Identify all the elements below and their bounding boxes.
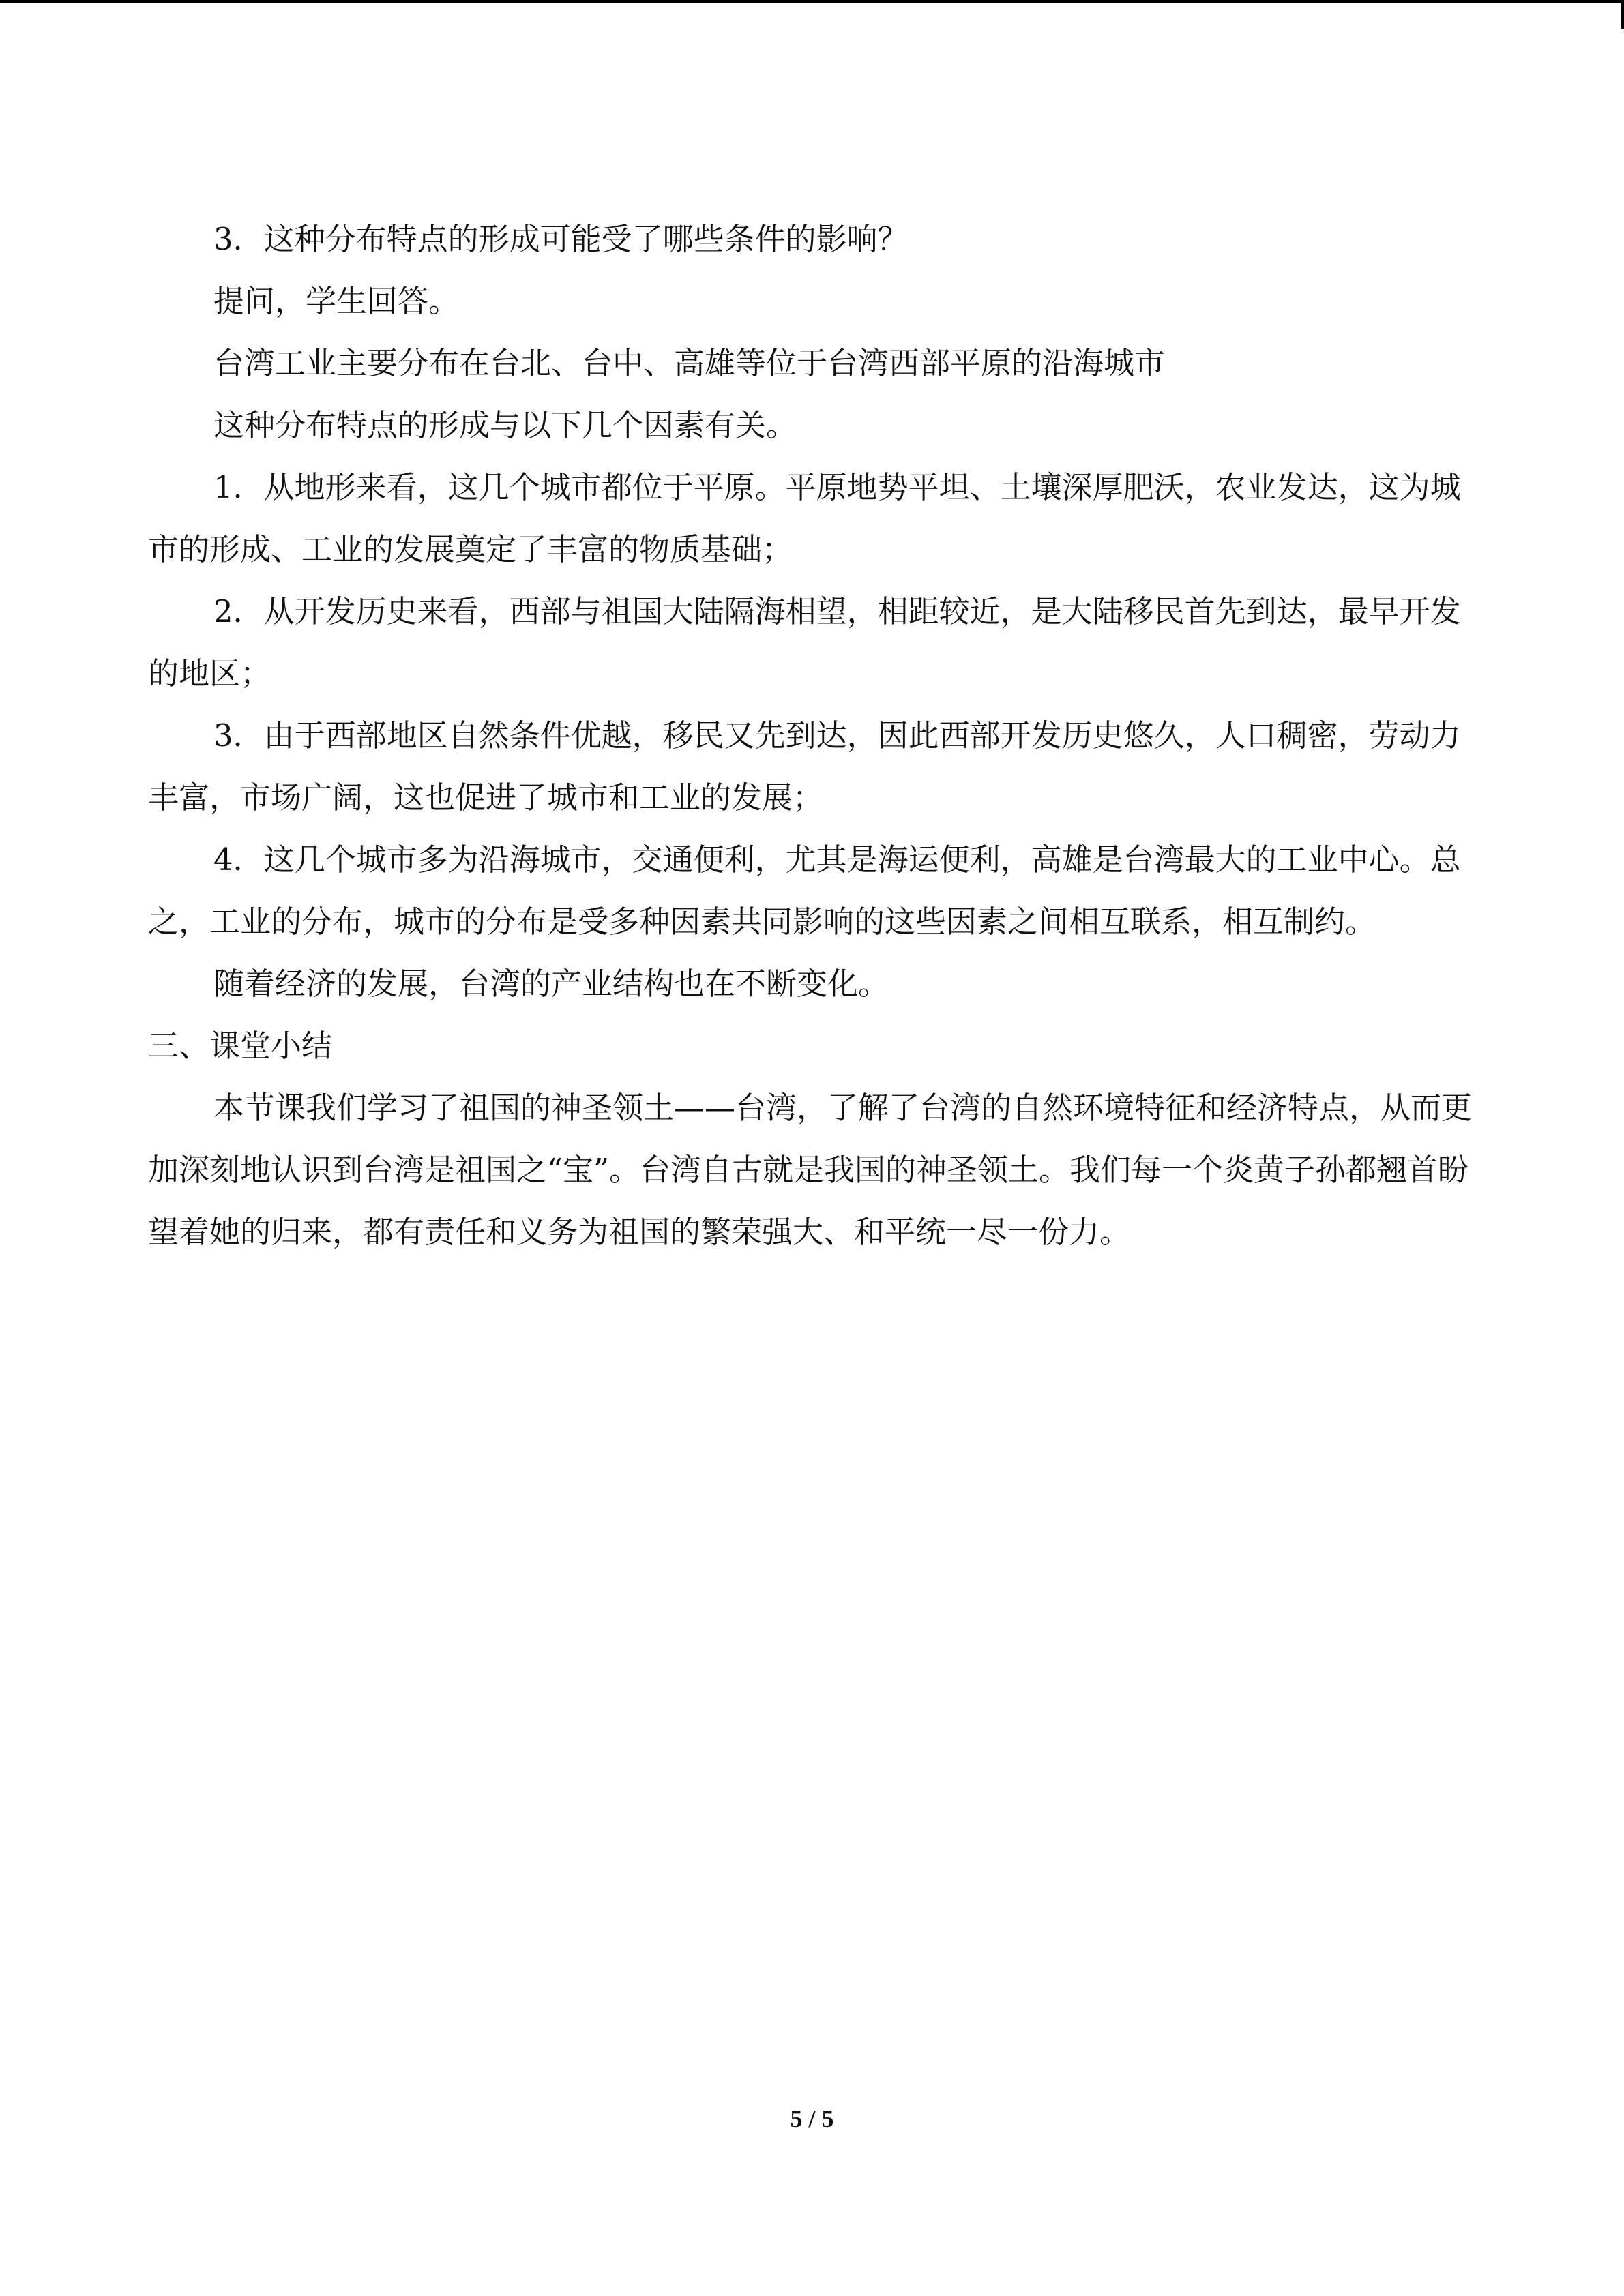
teaching-step: 提问，学生回答。 <box>213 283 460 319</box>
factor-3: 3．由于西部地区自然条件优越，移民又先到达，因此西部开发历史悠久，人口稠密，劳动力丰富，市场广阔，这也促进了城市和工业的发展； <box>148 717 1461 816</box>
lesson-summary: 本节课我们学习了祖国的神圣领土——台湾，了解了台湾的自然环境特征和经济特点，从而更加深刻地认识到台湾是祖国之“宝”。台湾自古就是我国的神圣领土。我们每一个炎黄子孙都翘首盼望着她的归来，都有责任和义务为祖国的繁荣强大、和平统一尽一份力。 <box>148 1090 1473 1250</box>
section-heading: 三、课堂小结 <box>148 1028 333 1064</box>
page-number: 5 / 5 <box>790 2105 834 2132</box>
factors-intro: 这种分布特点的形成与以下几个因素有关。 <box>213 407 797 443</box>
factor-4: 4．这几个城市多为沿海城市，交通便利，尤其是海运便利，高雄是台湾最大的工业中心。总之，工业的分布，城市的分布是受多种因素共同影响的这些因素之间相互联系，相互制约。 <box>148 841 1461 940</box>
document-body <box>148 208 1478 1263</box>
factor-2: 2．从开发历史来看，西部与祖国大陆隔海相望，相距较近，是大陆移民首先到达，最早开发的地区； <box>148 593 1461 691</box>
industry-distribution: 台湾工业主要分布在台北、台中、高雄等位于台湾西部平原的沿海城市 <box>213 345 1166 381</box>
page-right-border <box>1621 0 1624 29</box>
economic-change: 随着经济的发展，台湾的产业结构也在不断变化。 <box>213 966 889 1002</box>
factor-1: 1．从地形来看，这几个城市都位于平原。平原地势平坦、土壤深厚肥沃，农业发达，这为城市的形成、工业的发展奠定了丰富的物质基础； <box>148 469 1461 567</box>
question-3: 3．这种分布特点的形成可能受了哪些条件的影响？ <box>213 221 909 257</box>
page-top-border <box>0 0 1624 3</box>
